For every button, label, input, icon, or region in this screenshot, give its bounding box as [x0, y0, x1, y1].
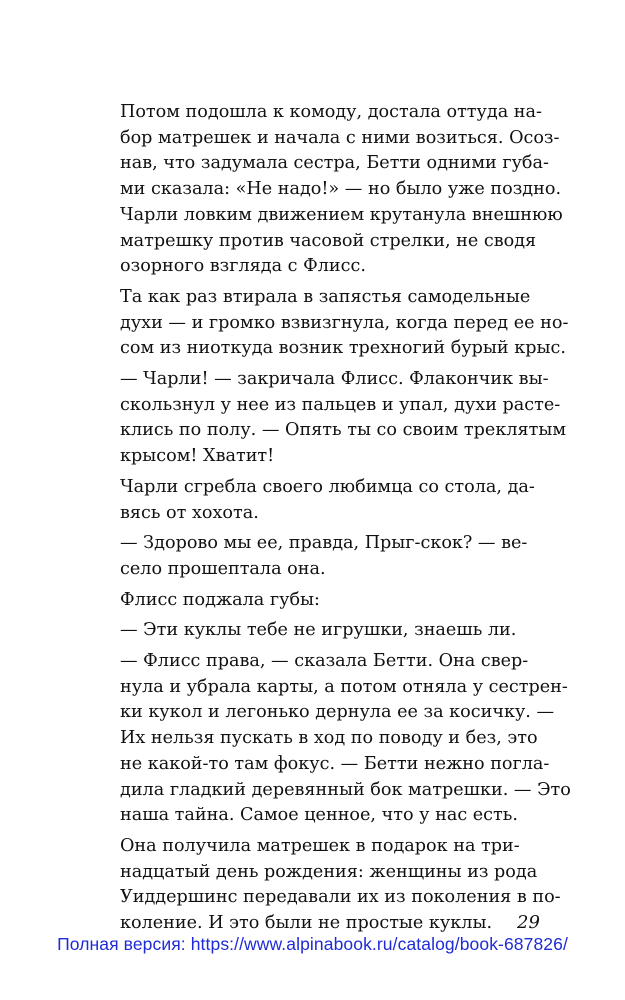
text-line: нав, что задумала сестра, Бетти одними губа- — [120, 153, 549, 174]
paragraph — [120, 367, 567, 470]
text-line: — Здорово мы ее, правда, Прыг-скок? — ве- — [120, 533, 528, 554]
paragraph — [120, 285, 569, 362]
text-line: — Чарли! — закричала Флисс. Флакончик вы- — [120, 369, 549, 390]
text-line: матрешку против часовой стрелки, не сводя — [120, 230, 537, 251]
text-line: ки кукол и легонько дернула ее за косичку. — — [120, 702, 555, 723]
text-line: — Флисс права, — сказала Бетти. Она свер- — [120, 651, 529, 672]
paragraph — [120, 531, 528, 582]
text-line: озорного взгляда с Флисс. — [120, 256, 366, 277]
text-line: крысом! Хватит! — [120, 446, 275, 467]
text-line: Та как раз втирала в запястья самодельные — [120, 286, 531, 307]
paragraph — [120, 100, 563, 280]
text-line: нула и убрала карты, а потом отняла у сестрен- — [120, 676, 568, 697]
text-line: духи — и громко взвизгнула, когда перед ее но- — [120, 312, 569, 333]
page-number: 29 — [517, 912, 540, 933]
full-version-link[interactable]: Полная версия: https://www.alpinabook.ru/catalog/book-687826/ — [57, 934, 568, 954]
text-line: надцатый день рождения: женщины из рода — [120, 861, 538, 882]
text-line: клись по полу. — Опять ты со своим треклятым — [120, 420, 567, 441]
text-line: Она получила матрешек в подарок на три- — [120, 835, 520, 856]
text-line: Флисс поджала губы: — [120, 589, 320, 610]
text-line: дила гладкий деревянный бок матрешки. — Это — [120, 779, 571, 800]
text-line: Потом подошла к комоду, достала оттуда на- — [120, 102, 542, 122]
text-line: ми сказала: «Не надо!» — но было уже поздно. — [120, 179, 562, 200]
text-line: не какой-то там фокус. — Бетти нежно погла- — [120, 753, 550, 774]
text-line: сом из ниоткуда возник трехногий бурый крыс. — [120, 338, 566, 359]
paragraph — [120, 618, 517, 644]
paragraph — [120, 649, 571, 829]
text-line: наша тайна. Самое ценное, что у нас есть. — [120, 805, 518, 826]
text-line: вясь от хохота. — [120, 502, 259, 523]
text-line: Чарли ловким движением крутанула внешнюю — [120, 204, 563, 225]
text-line: коление. И это были не простые куклы. — [120, 913, 493, 934]
text-line: Чарли сгребла своего любимца со стола, да- — [120, 476, 535, 497]
text-line: — Эти куклы тебе не игрушки, знаешь ли. — [120, 620, 517, 641]
text-line: Уиддершинс передавали их из поколения в по- — [120, 887, 561, 908]
paragraph — [120, 475, 535, 526]
text-line: село прошептала она. — [120, 558, 326, 579]
paragraph — [120, 588, 512, 614]
text-line: скользнул у нее из пальцев и упал, духи расте- — [120, 394, 561, 415]
text-line: Их нельзя пускать в ход по поводу и без, это — [120, 728, 538, 749]
text-line: бор матрешек и начала с ними возиться. Осоз- — [120, 127, 560, 148]
